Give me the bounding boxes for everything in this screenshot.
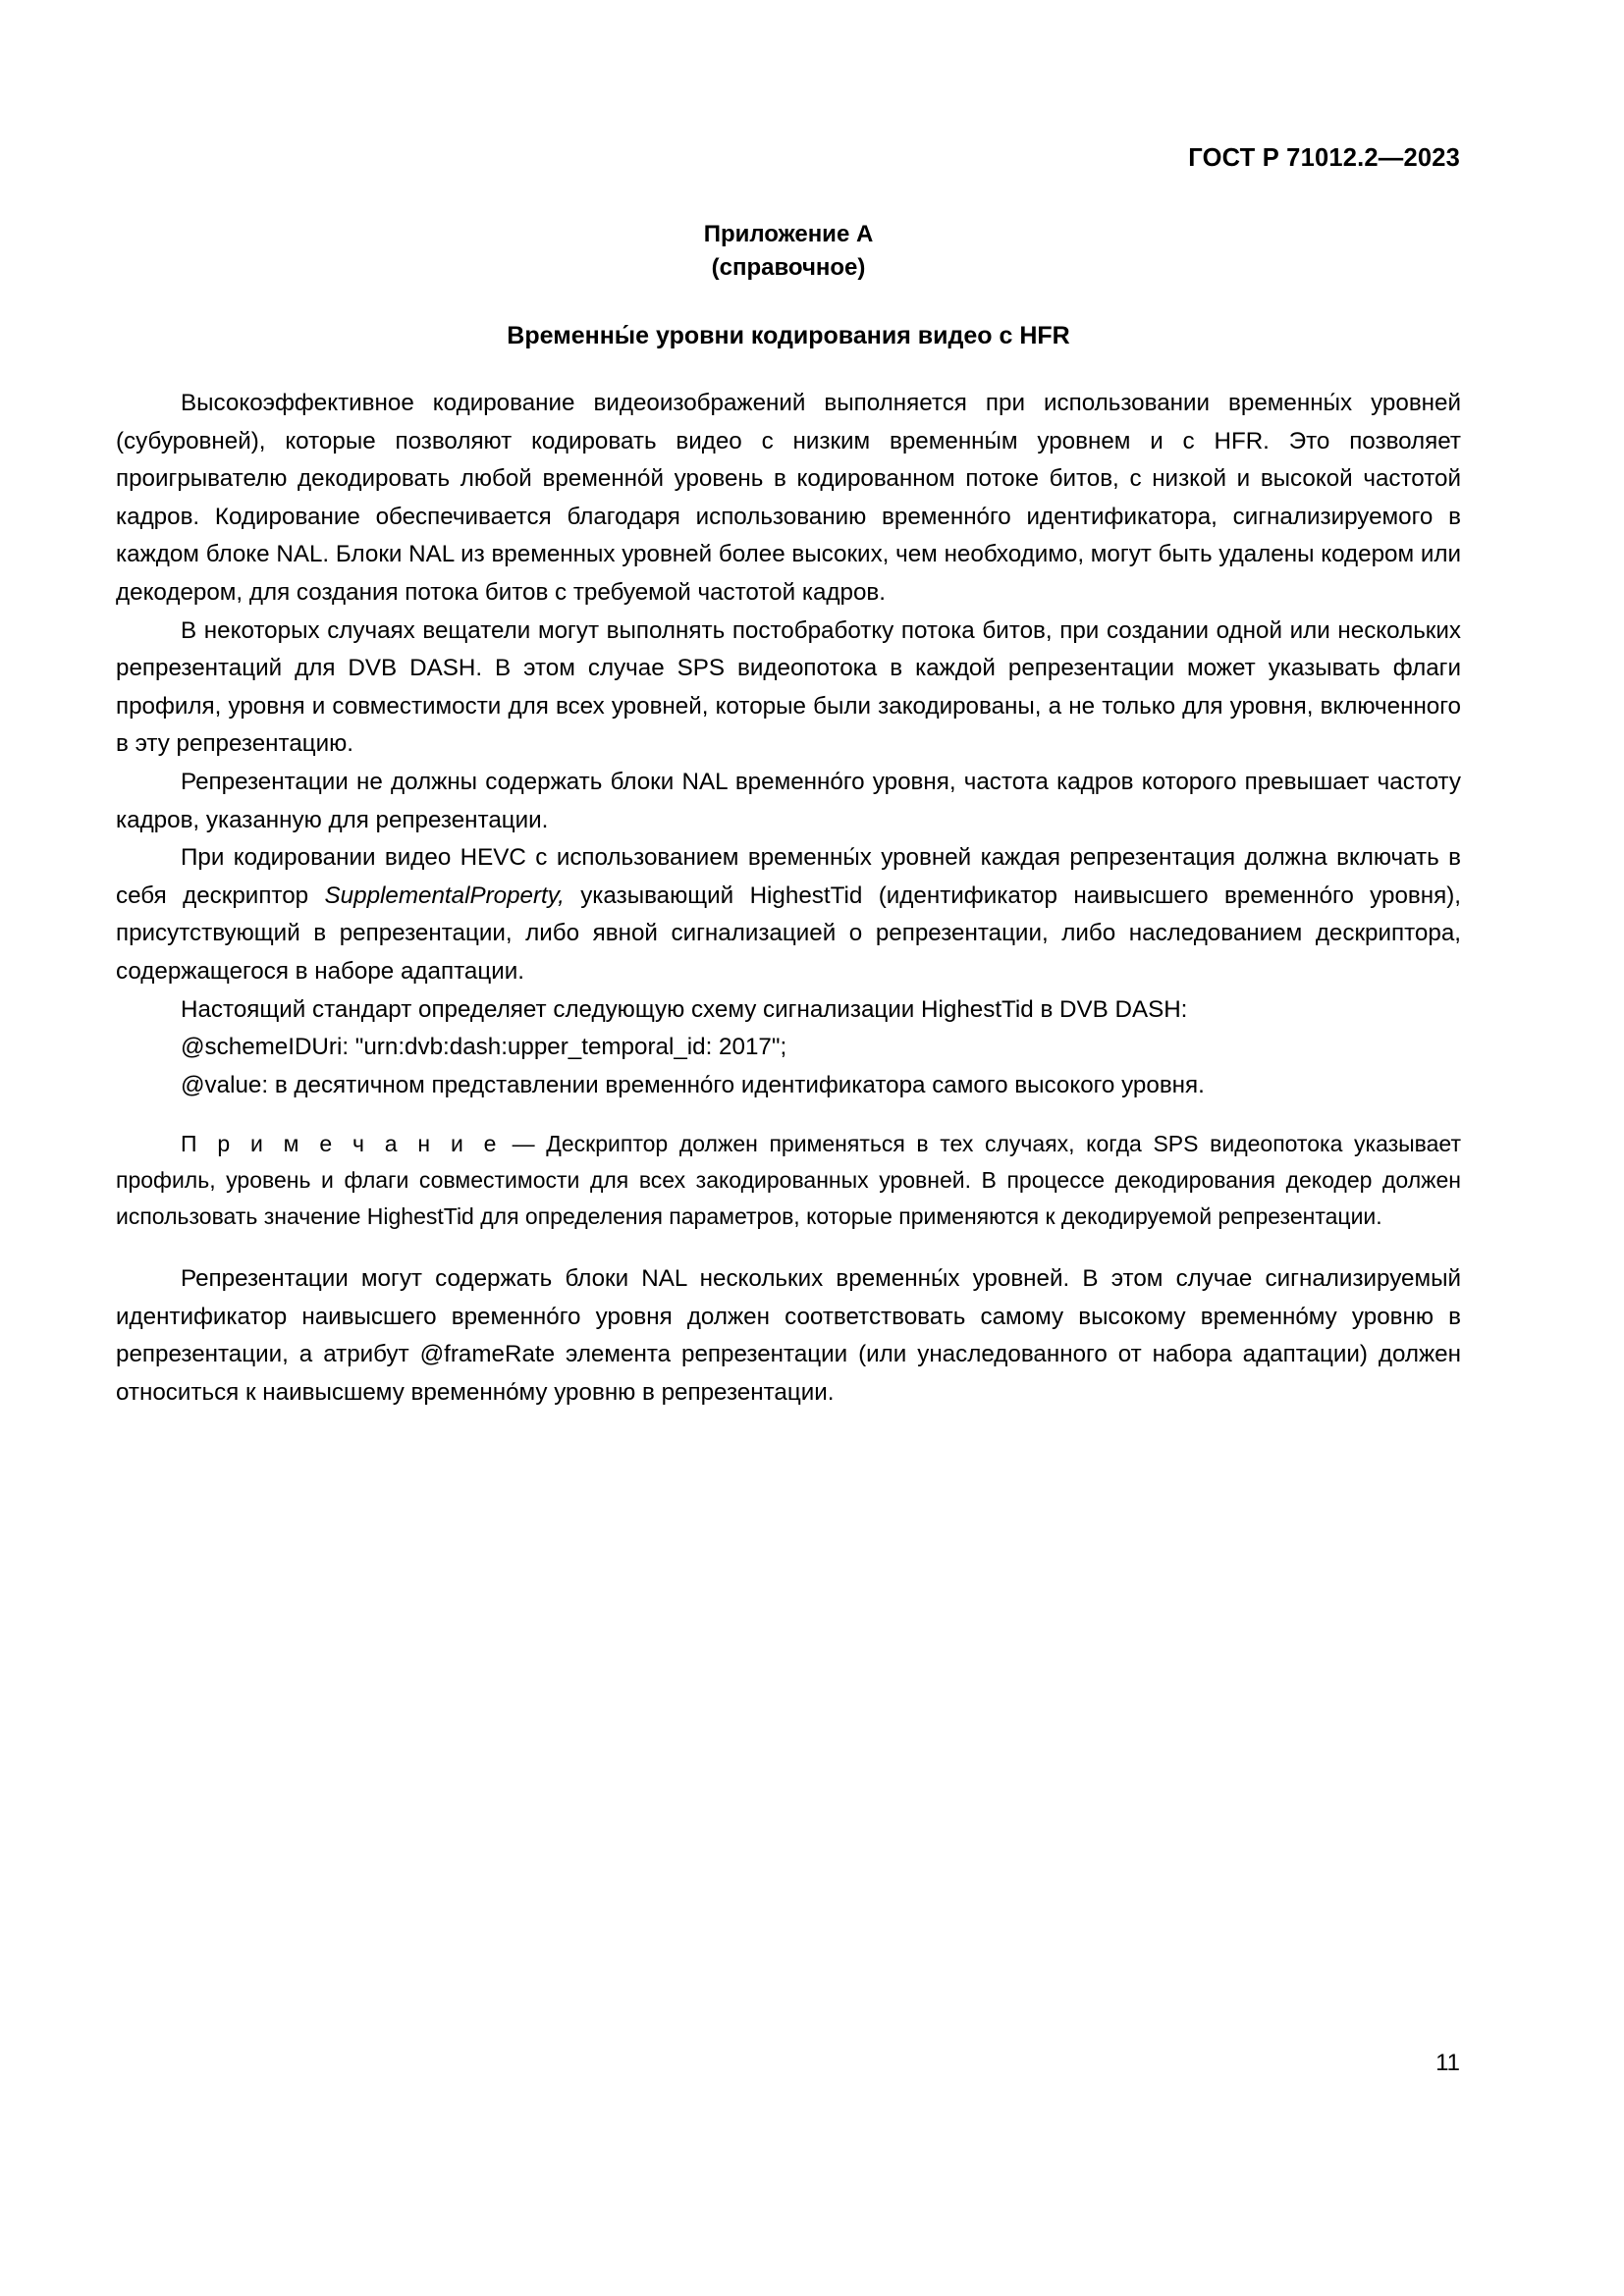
note-dash: — bbox=[501, 1131, 547, 1157]
annex-title-block bbox=[116, 218, 1461, 285]
running-header-standard-number: ГОСТ Р 71012.2—2023 bbox=[1188, 144, 1460, 172]
annex-title: Приложение А bbox=[703, 221, 874, 247]
paragraph-representation-framerate-limit: Репрезентации не должны содержать блоки NAL временно́го уровня, частота кадров которого превышает частоту кадров, указанную для репрезентации. bbox=[116, 768, 1461, 833]
annex-subtitle: (справочное) bbox=[711, 254, 866, 281]
spacer-after-note bbox=[116, 1235, 1461, 1260]
page-content bbox=[116, 218, 1461, 1413]
spacer-before-note bbox=[116, 1104, 1461, 1126]
scheme-value-line: @value: в десятичном представлении временно́го идентификатора самого высокого уровня. bbox=[181, 1071, 1205, 1098]
paragraph-broadcaster-postprocessing: В некоторых случаях вещатели могут выполнять постобработку потока битов, при создании одной или нескольких репрезентаций для DVB DASH. В этом случае SPS видеопотока в каждой репрезентации может указывать флаги профиля, уровня и совместимости для всех уровней, которые были закодированы, а не только для уровня, включенного в эту репрезентацию. bbox=[116, 616, 1461, 758]
section-heading: Временны́е уровни кодирования видео с HFR bbox=[507, 322, 1070, 349]
page-number: 11 bbox=[1435, 2050, 1460, 2076]
note-text: Дескриптор должен применяться в тех случаях, когда SPS видеопотока указывает профиль, уровень и флаги совместимости для всех закодированных уровней. В процессе декодирования декодер должен использовать значение HighestTid для определения параметров, которые применяются к декодируемой репрезентации. bbox=[116, 1131, 1461, 1230]
note-block bbox=[116, 1126, 1461, 1235]
note-label: П р и м е ч а н и е bbox=[181, 1131, 502, 1157]
term-supplemental-property: SupplementalProperty, bbox=[324, 881, 565, 909]
paragraph-supplemental-property-part1: При кодировании видео HEVC с использованием временны́х уровней каждая репрезентация должна включать в себя дескриптор bbox=[116, 844, 1461, 909]
paragraph-supplemental-property bbox=[116, 839, 1461, 990]
paragraph-multiple-temporal-layers: Репрезентации могут содержать блоки NAL нескольких временны́х уровней. В этом случае сигнализируемый идентификатор наивысшего временно́го уровня должен соответствовать самому высокому временно́му уровню в репрезентации, а атрибут @frameRate элемента репрезентации (или унаследованного от набора адаптации) должен относиться к наивысшему временно́му уровню в репрезентации. bbox=[116, 1265, 1461, 1407]
paragraph-supplemental-property-part2: указывающий HighestTid (идентификатор наивысшего временно́го уровня), присутствующий в репрезентации, либо явной сигнализацией о репрезентации, либо наследованием дескриптора, содержащегося в наборе адаптации. bbox=[116, 881, 1461, 985]
scheme-id-uri-line: @schemeIDUri: "urn:dvb:dash:upper_temporal_id: 2017"; bbox=[181, 1034, 787, 1061]
paragraph-hevc-temporal-layers: Высокоэффективное кодирование видеоизображений выполняется при использовании временны́х уровней (субуровней), которые позволяют кодировать видео с низким временны́м уровнем и с HFR. Это позволяет проигрывателю декодировать любой временно́й уровень в кодированном потоке битов, с низкой и высокой частотой кадров. Кодирование обеспечивается благодаря использованию временно́го идентификатора, сигнализируемого в каждом блоке NAL. Блоки NAL из временных уровней более высоких, чем необходимо, могут быть удалены кодером или декодером, для создания потока битов с требуемой частотой кадров. bbox=[116, 390, 1461, 606]
paragraph-signalling-scheme-intro: Настоящий стандарт определяет следующую схему сигнализации HighestTid в DVB DASH: bbox=[181, 995, 1188, 1023]
